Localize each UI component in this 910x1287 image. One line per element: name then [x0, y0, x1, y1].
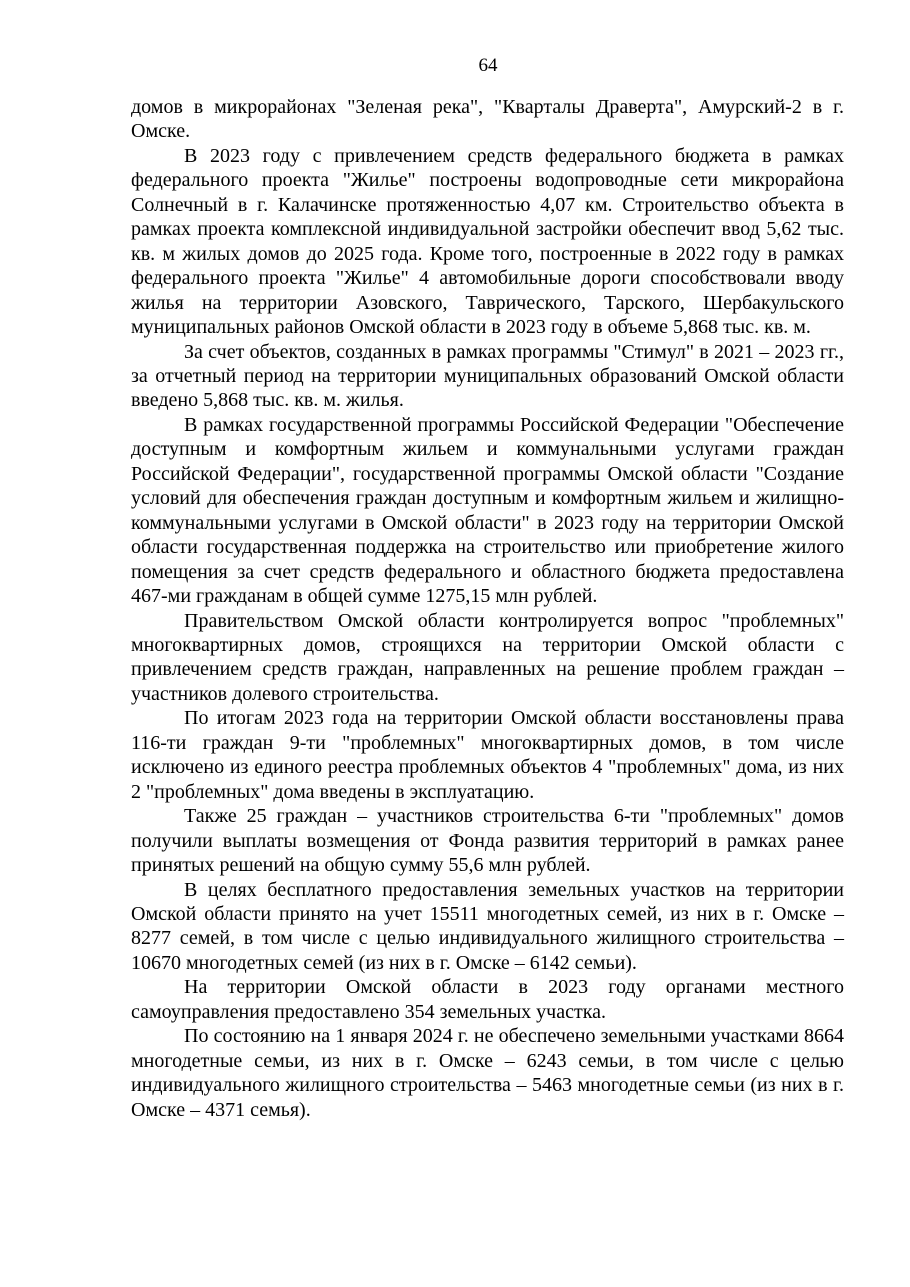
paragraph-federal-project-housing: В 2023 году с привлечением средств федерального бюджета в рамках федерального проекта "Жилье" построены водопроводные сети микрорайона Солнечный в г. Калачинске протяженностью 4,07 км. Строительство объекта в рамках проекта комплексной индивидуальной застройки обеспечит ввод 5,62 тыс. кв. м жилых домов до 2025 года. Кроме того, построенные в 2022 году в рамках федерального проекта "Жилье" 4 автомобильные дороги способствовали вводу жилья на территории Азовского, Таврического, Тарского, Шербакульского муниципальных районов Омской области в 2023 году в объеме 5,868 тыс. кв. м.: [131, 144, 844, 339]
document-body: [131, 95, 844, 1122]
paragraph-land-plots-unprovided: По состоянию на 1 января 2024 г. не обеспечено земельными участками 8664 многодетные семьи, из них в г. Омске – 6243 семьи, в том числе с целью индивидуального жилищного строительства – 5463 многодетные семьи (из них в г. Омске – 4371 семья).: [131, 1025, 844, 1121]
paragraph-compensation-payments: Также 25 граждан – участников строительства 6-ти "проблемных" домов получили выплаты возмещения от Фонда развития территорий в рамках ранее принятых решений на общую сумму 55,6 млн рублей.: [131, 805, 844, 877]
paragraph-problem-houses-control: Правительством Омской области контролируется вопрос "проблемных" многоквартирных домов, строящихся на территории Омской области с привлечением средств граждан, направленных на решение проблем граждан – участников долевого строительства.: [131, 609, 844, 705]
paragraph-land-plots-provided: На территории Омской области в 2023 году органами местного самоуправления предоставлено 354 земельных участка.: [131, 976, 844, 1023]
paragraph-stimul-program: За счет объектов, созданных в рамках программы "Стимул" в 2021 – 2023 гг., за отчетный период на территории муниципальных образований Омской области введено 5,868 тыс. кв. м. жилья.: [131, 340, 844, 412]
paragraph-continuation: домов в микрорайонах "Зеленая река", "Кварталы Драверта", Амурский-2 в г. Омске.: [131, 96, 844, 143]
paragraph-state-program-support: В рамках государственной программы Российской Федерации "Обеспечение доступным и комфортным жильем и коммунальными услугами граждан Российской Федерации", государственной программы Омской области "Создание условий для обеспечения граждан доступным и комфортным жильем и жилищно-коммунальными услугами в Омской области" в 2023 году на территории Омской области государственная поддержка на строительство или приобретение жилого помещения за счет средств федерального и областного бюджета предоставлена 467-ми гражданам в общей сумме 1275,15 млн рублей.: [131, 413, 844, 608]
paragraph-land-plots-registration: В целях бесплатного предоставления земельных участков на территории Омской области принято на учет 15511 многодетных семей, из них в г. Омске – 8277 семей, в том числе с целью индивидуального жилищного строительства – 10670 многодетных семей (из них в г. Омске – 6142 семьи).: [131, 878, 844, 974]
page-number: 64: [478, 55, 498, 76]
paragraph-rights-restored: По итогам 2023 года на территории Омской области восстановлены права 116-ти граждан 9-ти "проблемных" многоквартирных домов, в том числе исключено из единого реестра проблемных объектов 4 "проблемных" дома, из них 2 "проблемных" дома введены в эксплуатацию.: [131, 707, 844, 803]
